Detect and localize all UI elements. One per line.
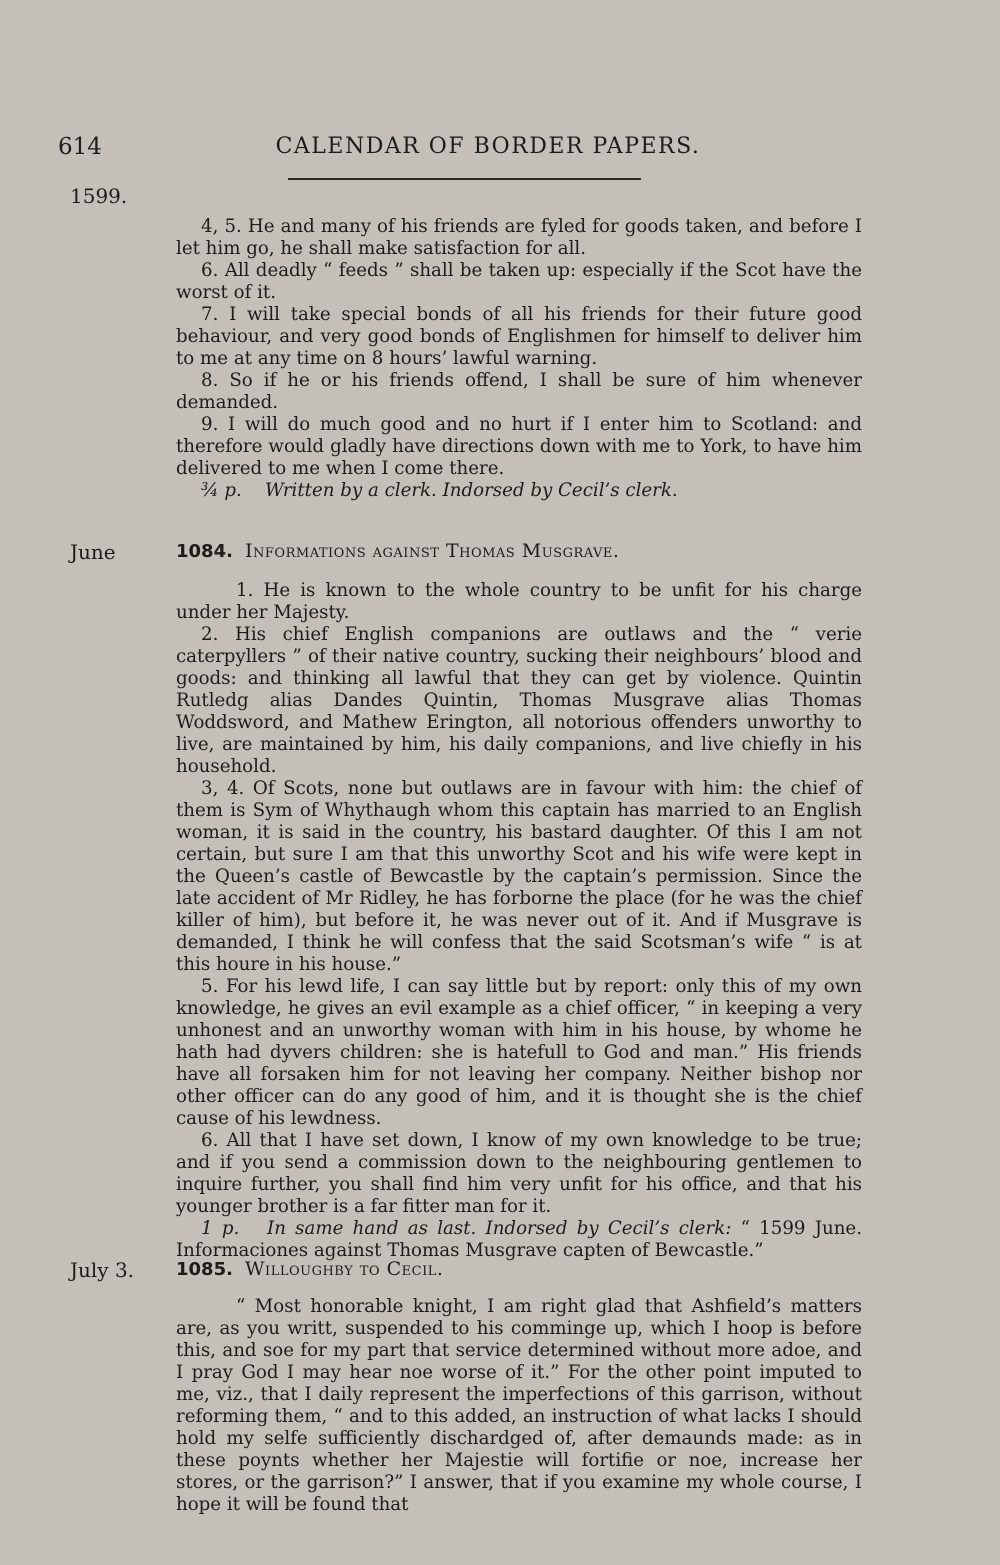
- paragraph: 9. I will do much good and no hurt if I enter him to Scotland: and therefore would gladly have directions down with me to York, to have him delivered to me when I come there.: [176, 414, 862, 479]
- entry-date: June: [70, 540, 116, 564]
- page-number: 614: [58, 134, 102, 160]
- paragraph: 1. He is known to the whole country to be unfit for his charge under her Majesty.: [176, 580, 862, 623]
- paragraph: 8. So if he or his friends offend, I shall be sure of him whenever demanded.: [176, 370, 862, 413]
- note-quote: “ 1599 June. Informaciones against Thomas Musgrave capten of Bewcastle.”: [176, 1218, 862, 1261]
- paragraph: 2. His chief English companions are outlaws and the “ verie caterpyllers ” of their native country, sucking their neighbours’ blood and goods: and thinking all lawful that they can get by violence. Quintin Rutledg alias Dandes Quintin, Thomas Musgrave alias Thomas Woddsword, and Mathew Erington, all notorious offenders unworthy to live, are maintained by him, his daily companions, and live chiefly in his household.: [176, 624, 862, 777]
- entry-1084-body: [176, 580, 862, 1262]
- running-header: [58, 134, 918, 170]
- header-rule: [288, 178, 641, 180]
- paragraph: 4, 5. He and many of his friends are fyled for goods taken, and before I let him go, he shall make satisfaction for all.: [176, 216, 862, 259]
- note-text: Written by a clerk. Indorsed by Cecil’s clerk.: [264, 480, 678, 501]
- note-text: In same hand as last. Indorsed by Cecil’s clerk:: [267, 1218, 732, 1239]
- entry-1085-body: [176, 1296, 862, 1516]
- endorsement-note: [176, 1218, 862, 1262]
- entry-title: Informations against Thomas Musgrave.: [245, 540, 620, 562]
- entry-heading: [176, 1258, 876, 1280]
- running-title: CALENDAR OF BORDER PAPERS.: [275, 134, 701, 159]
- paragraph: 5. For his lewd life, I can say little but by report: only this of my own knowledge, he gives an evil example as a chief officer, “ in keeping a very unhonest and an unworthy woman with him in his house, by whome he hath had dyvers children: she is hatefull to God and man.” His friends have all forsaken him for not leaving her company. Neither bishop nor other officer can do any good of him, and it is thought she is the chief cause of his lewdness.: [176, 976, 862, 1129]
- paragraph: 3, 4. Of Scots, none but outlaws are in favour with him: the chief of them is Sym of Whythaugh whom this captain has married to an English woman, it is said in the country, his bastard daughter. Of this I am not certain, but sure I am that this unworthy Scot and his wife were kept in the Queen’s castle of Bewcastle by the captain’s permission. Since the late accident of Mr Ridley, he has forborne the place (for he was the chief killer of him), but before it, he was never out of it. And if Musgrave is demanded, I think he will confess that the said Scotsman’s wife “ is at this houre in his house.”: [176, 778, 862, 975]
- note-size: ¾ p.: [201, 480, 242, 501]
- paragraph: “ Most honorable knight, I am right glad that Ashfield’s matters are, as you writt, suspended to his comminge up, which I hoop is before this, and soe for my part that service determined without more adoe, and I pray God I may hear noe worse of it.” For the other point imputed to me, viz., that I daily represent the imperfections of this garrison, without reforming them, “ and to this added, an instruction of what lacks I should hold my selfe sufficiently dischardged of, after demaunds made: as in these poynts whether her Majestie will fortifie or noe, increase her stores, or the garrison?” I answer, that if you examine my whole course, I hope it will be found that: [176, 1296, 862, 1515]
- note-size: 1 p.: [201, 1218, 240, 1239]
- paragraph: 6. All that I have set down, I know of my own knowledge to be true; and if you send a commission down to the neighbouring gentlemen to inquire further, you shall find him very unfit for his office, and that his younger brother is a far fitter man for it.: [176, 1130, 862, 1217]
- year-marker: 1599.: [70, 184, 128, 208]
- paragraph: 7. I will take special bonds of all his friends for their future good behaviour, and very good bonds of Englishmen for himself to deliver him to me at any time on 8 hours’ lawful warning.: [176, 304, 862, 369]
- section-1099-continuation: [176, 216, 862, 502]
- endorsement-note: [176, 480, 862, 502]
- entry-number: 1084.: [176, 541, 233, 562]
- entry-date: July 3.: [70, 1258, 135, 1282]
- entry-title: Willoughby to Cecil.: [245, 1258, 444, 1280]
- paragraph: 6. All deadly “ feeds ” shall be taken up: especially if the Scot have the worst of it.: [176, 260, 862, 303]
- entry-heading: [176, 540, 876, 562]
- entry-number: 1085.: [176, 1259, 233, 1280]
